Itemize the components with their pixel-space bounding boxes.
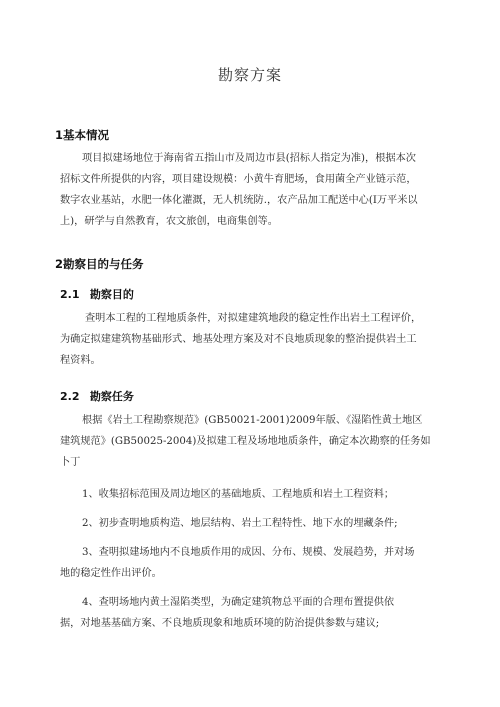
subsection-heading-tasks: [60, 388, 134, 404]
text-line: 数字农业基站，水肥一体化灌溉，无人机统防.，农产品加工配送中心(I万平米以: [60, 195, 418, 206]
section-heading-basic-info: 1基本情况: [55, 128, 110, 142]
text-line: 卜丁: [60, 457, 81, 468]
subsection-label: 勘察目的: [89, 288, 134, 301]
list-item: 3、查明拟建场地内不良地质作用的成因、分布、规模、发展趋势，并对场: [82, 547, 415, 558]
list-item-continuation: 地的稳定性作出评价。: [60, 568, 162, 579]
paragraph-tasks: [60, 410, 431, 473]
paragraph-basic-info: [60, 148, 418, 232]
text-line: 项目拟建场地位于海南省五指山市及周边市县(招标人指定为准)，根据本次: [82, 153, 416, 164]
paragraph-purpose: [60, 308, 421, 371]
text-line: 招标文件所提供的内容，项目建设规模：小黄牛育肥场，食用菌全产业链示范，: [60, 174, 417, 185]
task-list: [60, 484, 414, 634]
text-line: 上)，研学与自然教育，农文旅创，电商集创等。: [60, 216, 278, 227]
list-item-continuation: 据，对地基基础方案、不良地质现象和地质环境的防治提供参数与建议;: [60, 618, 380, 629]
text-line: 程资料。: [60, 355, 101, 366]
text-line: 查明本工程的工程地质条件，对拟建建筑地段的稳定性作出岩土工程评价，: [85, 313, 422, 324]
text-line: 根据《岩土工程勘察规范》(GB50021-2001)2009年版、《湿陷性黄土地区: [82, 415, 423, 426]
list-item: 1、收集招标范围及周边地区的基础地质、工程地质和岩土工程资料；: [82, 489, 395, 500]
page-title: 勘察方案: [217, 66, 282, 84]
subsection-label: 勘察任务: [89, 390, 134, 403]
subsection-number: 2.2: [60, 390, 80, 403]
text-line: 为确定拟建建筑物基础形式、地基处理方案及对不良地质现象的整治提供岩土工: [60, 334, 417, 345]
section-heading-purpose-tasks: 2勘察目的与任务: [55, 257, 144, 271]
subsection-heading-purpose: [60, 286, 134, 302]
subsection-number: 2.1: [60, 288, 80, 301]
text-line: 建筑规范》(GB50025-2004)及拟建工程及场地地质条件，确定本次勘察的任务如: [60, 436, 431, 447]
list-item: 2、初步查明地质构造、地层结构、岩土工程特性、地下水的埋藏条件;: [82, 518, 398, 529]
list-item: 4、查明场地内黄土湿陷类型，为确定建筑物总平面的合理布置提供依: [82, 597, 395, 608]
